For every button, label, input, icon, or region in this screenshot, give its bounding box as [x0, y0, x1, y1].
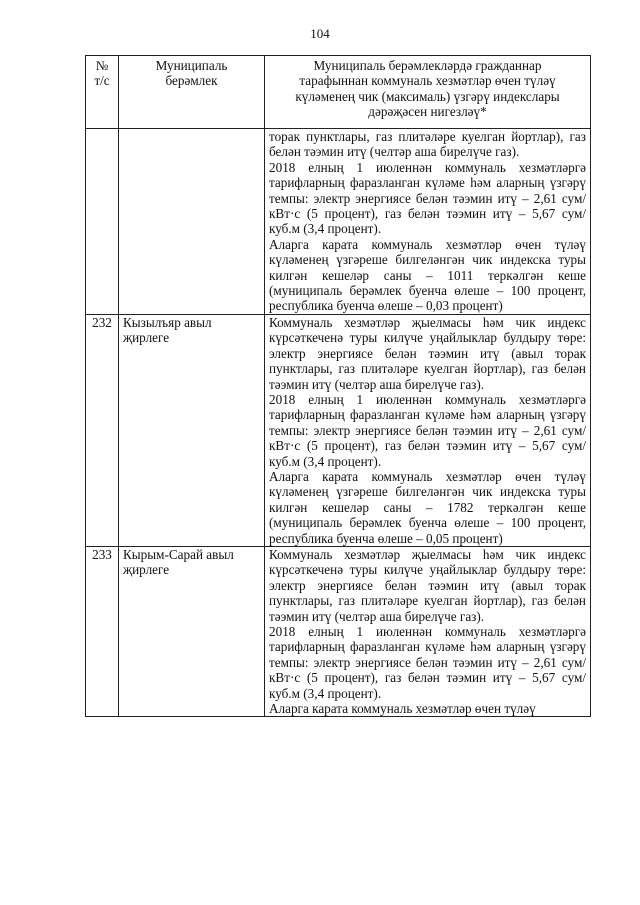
header-municipality [119, 56, 265, 129]
table-row [86, 546, 591, 716]
header-number [86, 56, 119, 129]
row-number: 233 [86, 546, 119, 716]
header-municipality-line2: берәмлек [165, 73, 218, 89]
header-number-line2: т/с [94, 73, 110, 89]
row-municipality [119, 129, 265, 315]
municipal-index-table [85, 55, 591, 717]
row-number: 232 [86, 314, 119, 546]
row-municipality: Кырым-Сарай авыл җирлеге [119, 546, 265, 716]
header-number-line1: № [95, 58, 109, 73]
row-number [86, 129, 119, 315]
table-row [86, 314, 591, 546]
header-justification-line2: тарафыннан коммуналь хезмәтләр өчен түләү [299, 73, 556, 89]
row-description [265, 129, 591, 315]
header-justification-line1: Муниципаль берәмлекләрдә гражданнар [313, 58, 542, 73]
row-description [265, 314, 591, 546]
row-description [265, 546, 591, 716]
row-paragraph: 2018 елның 1 июленнән коммуналь хезмәтләргә тарифларның фаразланган күләме һәм аларның үзгәрү темпы: электр энергиясе белән тәэмин итү – 2,61 сум/кВт·с (5 процент), газ белән тәэмин итү – 5,67 сум/куб.м (3,4 процент). [269, 624, 586, 701]
table-header-row [86, 56, 591, 129]
header-justification-line4: дәрәҗәсен нигезләү* [368, 104, 487, 120]
row-paragraph: Коммуналь хезмәтләр җыелмасы һәм чик индекс күрсәткеченә туры килүче уңайлыклар булдыру төре: электр энергиясе белән тәэмин итү (авыл торак пунктлары, газ плитәләре куелган йортлар), газ белән тәэмин итү (челтәр аша бирелүче газ). [269, 314, 586, 392]
row-municipality: Кызылъяр авыл җирлеге [119, 314, 265, 546]
header-municipality-line1: Муниципаль [155, 58, 228, 73]
row-paragraph: Аларга карата коммуналь хезмәтләр өчен түләү күләменең үзгәреше билгеләнгән чик индекска туры килгән кешеләр саны – 1011 теркәлгән кеше (муниципаль берәмлек буенча өлеше – 100 процент, республика буенча өлеше – 0,03 процент) [269, 236, 586, 314]
row-paragraph: торак пунктлары, газ плитәләре куелган йортлар), газ белән тәэмин итү (челтәр аша бирелүче газ). [269, 129, 586, 160]
row-paragraph: Аларга карата коммуналь хезмәтләр өчен түләү күләменең үзгәреше билгеләнгән чик индекска туры килгән кешеләр саны – 1782 теркәлгән кеше (муниципаль берәмлек буенча өлеше – 100 процент, республика буенча өлеше – 0,05 процент) [269, 468, 586, 546]
row-paragraph: Коммуналь хезмәтләр җыелмасы һәм чик индекс күрсәткеченә туры килүче уңайлыклар булдыру төре: электр энергиясе белән тәэмин итү (авыл торак пунктлары, газ плитәләре куелган йортлар), газ белән тәэмин итү (челтәр аша бирелүче газ). [269, 546, 586, 624]
table-row [86, 129, 591, 315]
row-paragraph: Аларга карата коммуналь хезмәтләр өчен түләү [269, 701, 536, 717]
header-justification-line3: күләменең чик (максималь) үзгәрү индекслары [295, 88, 560, 104]
header-justification [265, 56, 591, 129]
row-paragraph: 2018 елның 1 июленнән коммуналь хезмәтләргә тарифларның фаразланган күләме һәм аларның үзгәрү темпы: электр энергиясе белән тәэмин итү – 2,61 сум/кВт·с (5 процент), газ белән тәэмин итү – 5,67 сум/куб.м (3,4 процент). [269, 391, 586, 469]
row-paragraph: 2018 елның 1 июленнән коммуналь хезмәтләргә тарифларның фаразланган күләме һәм аларның үзгәрү темпы: электр энергиясе белән тәэмин итү – 2,61 сум/кВт·с (5 процент), газ белән тәэмин итү – 5,67 сум/куб.м (3,4 процент). [269, 159, 586, 237]
page-number: 104 [310, 26, 330, 41]
